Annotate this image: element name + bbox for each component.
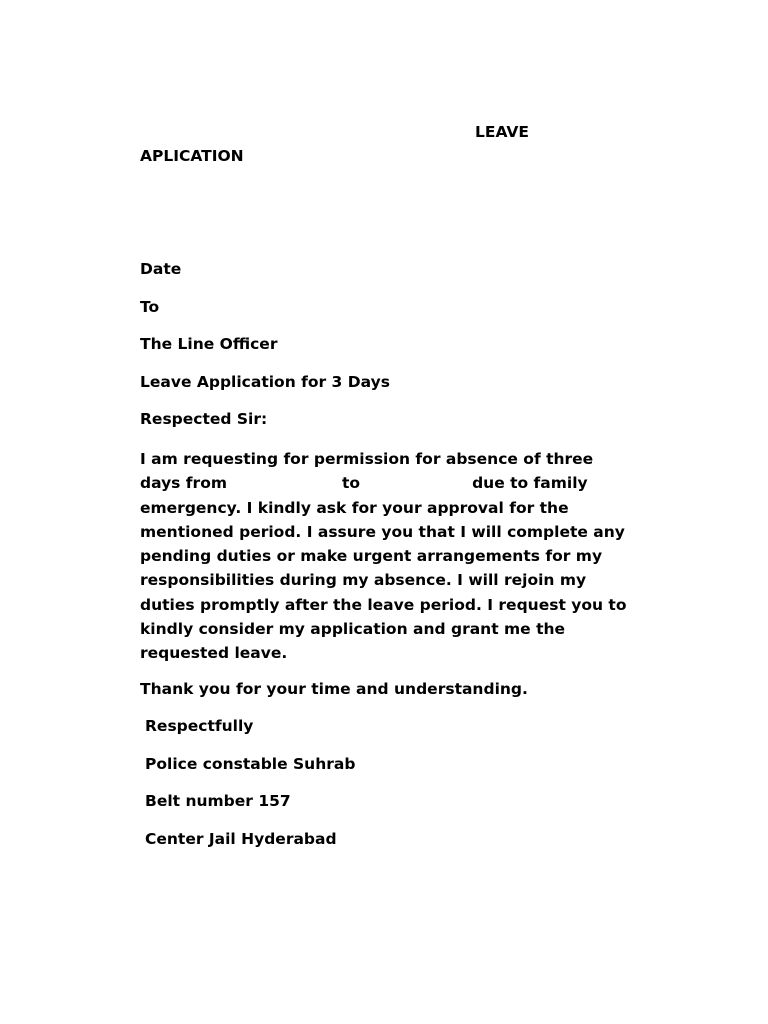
- title-line-1: LEAVE: [475, 123, 529, 141]
- body-line: kindly consider my application and grant me the: [140, 620, 566, 639]
- signature-closing: Respectfully: [145, 717, 254, 735]
- body-line: pending duties or make urgent arrangements for my: [140, 547, 603, 566]
- body-line: duties promptly after the leave period. I request you to: [140, 595, 627, 614]
- body-line: emergency. I kindly ask for your approval for the: [140, 498, 569, 517]
- letter-body: [140, 447, 640, 666]
- body-line-dates: [140, 471, 640, 495]
- body-text: days from: [140, 474, 227, 493]
- recipient: The Line Officer: [140, 335, 278, 353]
- body-line: I am requesting for permission for absence of three: [140, 450, 594, 468]
- body-text: due to family: [472, 474, 588, 493]
- subject-line: Leave Application for 3 Days: [140, 373, 390, 391]
- salutation: Respected Sir:: [140, 410, 268, 428]
- date-label: Date: [140, 260, 182, 278]
- to-label: To: [140, 298, 160, 316]
- thanks-line: Thank you for your time and understanding.: [140, 680, 528, 698]
- body-line: requested leave.: [140, 644, 288, 663]
- title-line-2: APLICATION: [140, 147, 244, 165]
- signature-location: Center Jail Hyderabad: [145, 830, 337, 848]
- signature-name: Police constable Suhrab: [145, 755, 356, 773]
- body-line: responsibilities during my absence. I will rejoin my: [140, 571, 587, 590]
- body-line: mentioned period. I assure you that I will complete any: [140, 522, 625, 541]
- body-text: to: [342, 474, 361, 493]
- signature-belt: Belt number 157: [145, 792, 291, 810]
